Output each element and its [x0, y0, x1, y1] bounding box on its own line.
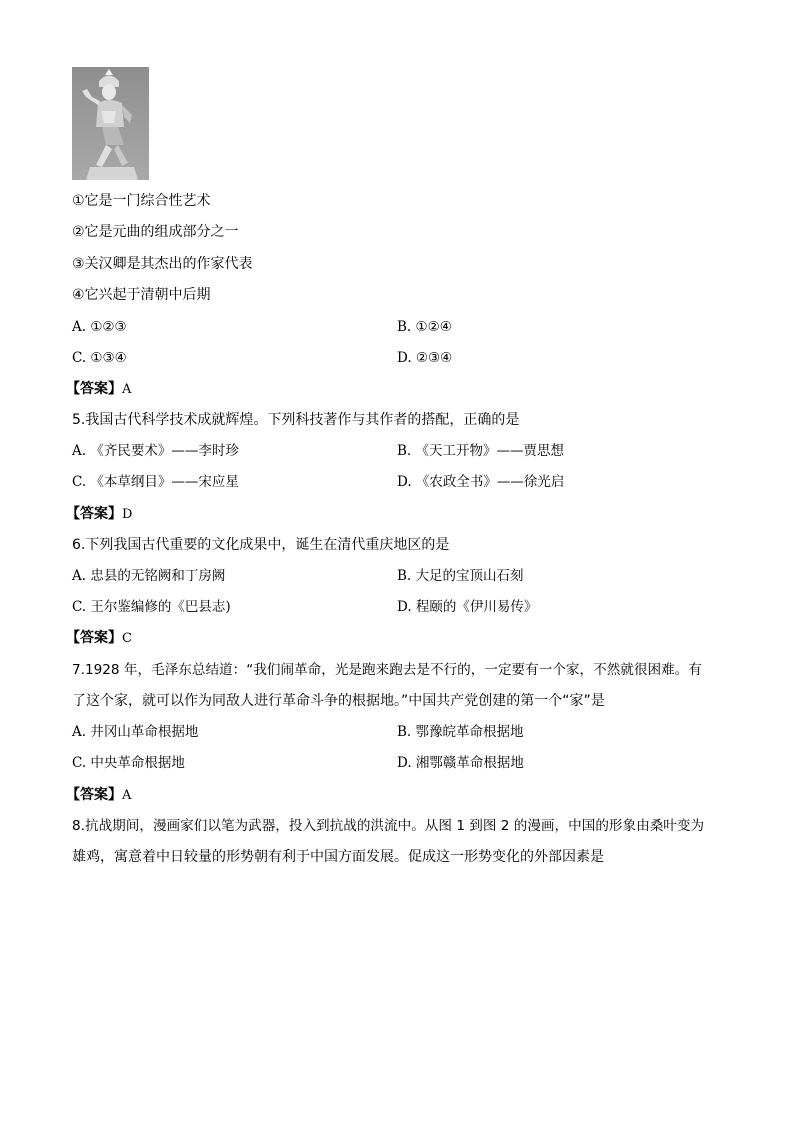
- q7-option-c: C. 中央革命根据地: [72, 755, 185, 771]
- answer-label: 【答案】: [66, 630, 122, 646]
- q5-option-c: C. 《本草纲目》——宋应星: [72, 474, 239, 490]
- answer-letter: C: [122, 631, 132, 646]
- q4-option-d: D. ②③④: [397, 350, 453, 366]
- statement-3: ③关汉卿是其杰出的作家代表: [72, 256, 253, 272]
- answer-letter: A: [122, 788, 132, 803]
- q6-option-d: D. 程颐的《伊川易传》: [397, 599, 538, 615]
- q7-option-a: A. 井冈山革命根据地: [72, 724, 199, 740]
- q6-option-a: A. 忠县的无铭阙和丁房阙: [72, 568, 226, 584]
- q7-option-d: D. 湘鄂赣革命根据地: [397, 755, 524, 771]
- q8-stem-line-2: 雄鸡，寓意着中日较量的形势朝有利于中国方面发展。促成这一形势变化的外部因素是: [72, 849, 604, 865]
- q5-option-a: A. 《齐民要术》——李时珍: [72, 443, 239, 459]
- statement-4: ④它兴起于清朝中后期: [72, 287, 211, 303]
- answer-label: 【答案】: [66, 787, 122, 803]
- answer-label: 【答案】: [66, 506, 122, 522]
- q7-stem-line-2: 了这个家，就可以作为同敌人进行革命斗争的根据地。”中国共产党创建的第一个“家”是: [72, 693, 605, 709]
- q7-answer: [66, 786, 131, 805]
- q8-stem-line-1: 8.抗战期间，漫画家们以笔为武器，投入到抗战的洪流中。从图 1 到图 2 的漫画，中国的形象由桑叶变为: [72, 818, 705, 834]
- statement-1: ①它是一门综合性艺术: [72, 193, 211, 209]
- q7-stem-line-1: 7.1928 年，毛泽东总结道：“我们闹革命，光是跑来跑去是不行的，一定要有一个家，不然就很困难。有: [72, 662, 702, 678]
- answer-letter: D: [122, 507, 133, 522]
- q6-stem: 6.下列我国古代重要的文化成果中，诞生在清代重庆地区的是: [72, 537, 450, 553]
- q6-answer: [66, 629, 132, 648]
- q4-option-c: C. ①③④: [72, 350, 127, 366]
- statement-2: ②它是元曲的组成部分之一: [72, 224, 239, 240]
- q6-option-c: C. 王尔鉴编修的《巴县志): [72, 599, 231, 615]
- opera-figurine-image: [72, 67, 149, 180]
- q7-option-b: B. 鄂豫皖革命根据地: [397, 724, 524, 740]
- answer-label: 【答案】: [66, 381, 122, 397]
- q4-answer: [66, 380, 131, 399]
- q6-option-b: B. 大足的宝顶山石刻: [397, 568, 524, 584]
- q4-option-b: B. ①②④: [397, 319, 452, 335]
- q5-option-d: D. 《农政全书》——徐光启: [397, 474, 565, 490]
- answer-letter: A: [122, 382, 132, 397]
- q4-option-a: A. ①②③: [72, 319, 127, 335]
- q5-answer: [66, 505, 132, 524]
- q5-stem: 5.我国古代科学技术成就辉煌。下列科技著作与其作者的搭配，正确的是: [72, 412, 520, 428]
- q5-option-b: B. 《天工开物》——贾思想: [397, 443, 565, 459]
